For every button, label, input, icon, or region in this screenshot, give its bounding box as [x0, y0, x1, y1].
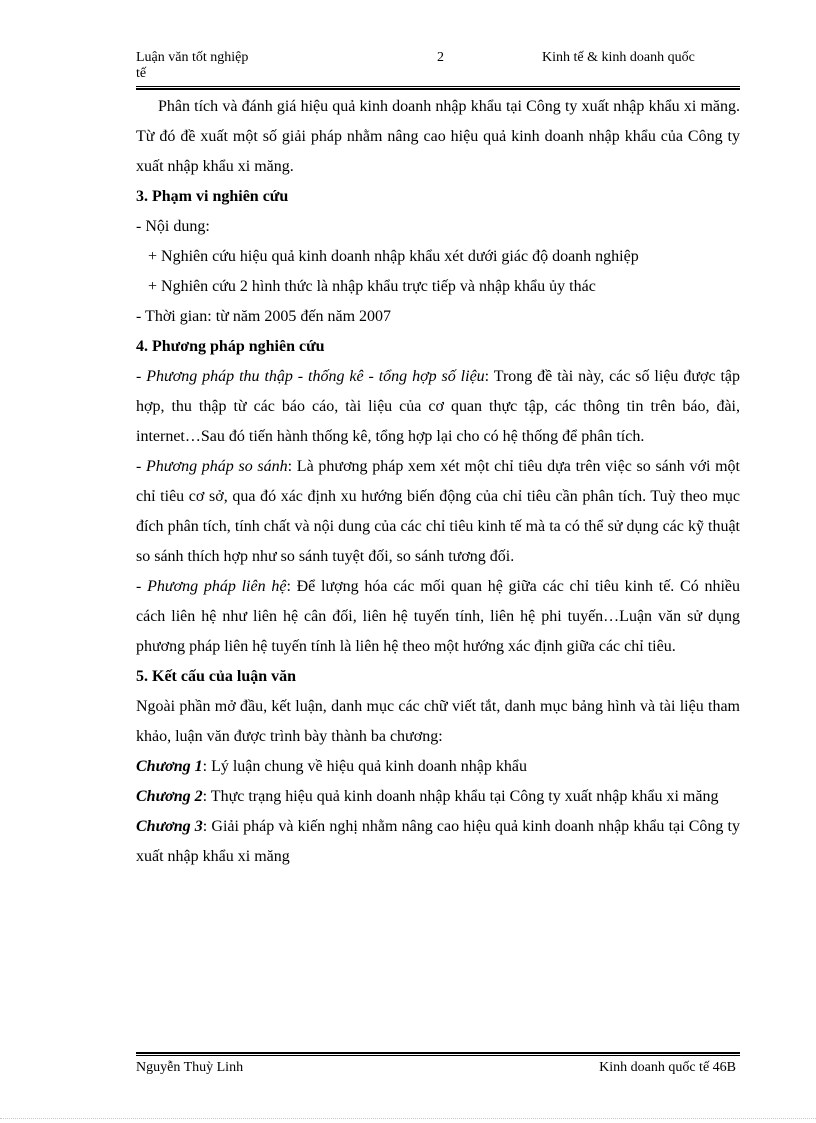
footer-rule: [136, 1052, 740, 1056]
chapter-1-text: : Lý luận chung về hiệu quả kinh doanh nhập khẩu: [202, 758, 528, 775]
scope-item-2: + Nghiên cứu 2 hình thức là nhập khẩu trực tiếp và nhập khẩu ủy thác: [148, 278, 596, 295]
objective-paragraph: Phân tích và đánh giá hiệu quả kinh doanh nhập khẩu tại Công ty xuất nhập khẩu xi măng. Từ đó đề xuất một số giải pháp nhằm nâng cao hiệu quả kinh doanh nhập khẩu của Công ty xuất nhập khẩu xi măng.: [136, 98, 740, 175]
page-content: [136, 92, 740, 872]
header-left: [136, 50, 286, 82]
page-edge: [0, 1118, 816, 1119]
method-3-text: : Để lượng hóa các mối quan hệ giữa các chỉ tiêu kinh tế. Có nhiều cách liên hệ như liên hệ cân đối, liên hệ tuyến tính, liên hệ phi tuyến…Luận văn sử dụng phương pháp liên hệ tuyến tính là liên hệ theo một hướng xác định giữa các chỉ tiêu.: [136, 578, 741, 655]
header-rule: [136, 86, 740, 90]
chapter-1-label: Chương 1: [136, 758, 203, 775]
chapter-3: [136, 812, 740, 872]
header-thesis-label-wrap: tế: [136, 66, 147, 81]
section-3-heading: 3. Phạm vi nghiên cứu: [136, 188, 289, 205]
method-1-paragraph: [136, 362, 740, 452]
page-header: [136, 50, 740, 86]
method-1-title: - Phương pháp thu thập - thống kê - tổng hợp số liệu: [136, 368, 485, 385]
chapter-2-text: : Thực trạng hiệu quả kinh doanh nhập khẩu tại Công ty xuất nhập khẩu xi măng: [202, 788, 719, 805]
page-number: 2: [437, 50, 444, 65]
section-5-heading: 5. Kết cấu của luận văn: [136, 668, 297, 685]
method-2-paragraph: [136, 452, 740, 572]
chapter-2: [136, 782, 740, 812]
chapter-3-label: Chương 3: [136, 818, 203, 835]
footer-class: Kinh doanh quốc tế 46B: [599, 1060, 736, 1075]
scope-item-1: + Nghiên cứu hiệu quả kinh doanh nhập khẩu xét dưới giác độ doanh nghiệp: [148, 248, 639, 265]
method-2-text: : Là phương pháp xem xét một chỉ tiêu dựa trên việc so sánh với một chỉ tiêu cơ sở, qua đó xác định xu hướng biến động của chỉ tiêu cần phân tích. Tuỳ theo mục đích phân tích, tính chất và nội dung của các chỉ tiêu kinh tế mà ta có thể sử dụng các kỹ thuật so sánh thích hợp như so sánh tuyệt đối, so sánh tương đối.: [136, 458, 740, 565]
section-4-heading: 4. Phương pháp nghiên cứu: [136, 338, 325, 355]
header-thesis-label: Luận văn tốt nghiệp: [136, 50, 249, 65]
method-2-title: - Phương pháp so sánh: [136, 458, 288, 475]
header-right: Kinh tế & kinh doanh quốc: [542, 50, 695, 65]
scope-content-label: - Nội dung:: [136, 218, 210, 235]
method-1-text: : Trong đề tài này, các số liệu được tập hợp, thu thập từ các báo cáo, tài liệu của cơ quan thực tập, các thông tin trên báo, đài, internet…Sau đó tiến hành thống kê, tổng hợp lại cho có hệ thống để phân tích.: [136, 368, 741, 445]
chapter-3-text: : Giải pháp và kiến nghị nhằm nâng cao hiệu quả kinh doanh nhập khẩu tại Công ty xuất nhập khẩu xi măng: [136, 818, 740, 865]
footer-author: Nguyễn Thuỳ Linh: [136, 1060, 244, 1075]
structure-intro: Ngoài phần mở đầu, kết luận, danh mục các chữ viết tắt, danh mục bảng hình và tài liệu tham khảo, luận văn được trình bày thành ba chương:: [136, 698, 740, 745]
chapter-2-label: Chương 2: [136, 788, 203, 805]
chapter-1: [136, 752, 740, 782]
method-3-title: - Phương pháp liên hệ: [136, 578, 287, 595]
scope-time: - Thời gian: từ năm 2005 đến năm 2007: [136, 308, 392, 325]
method-3-paragraph: [136, 572, 740, 662]
